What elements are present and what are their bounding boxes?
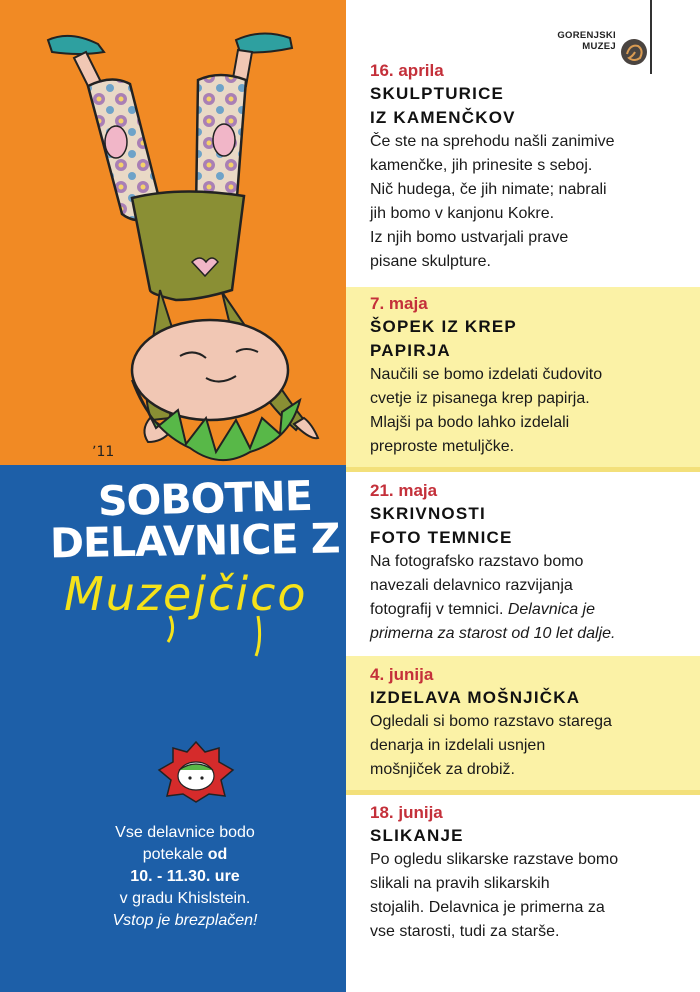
event-title-line: PAPIRJA [370, 341, 451, 360]
event-title-line: ŠOPEK IZ KREP [370, 317, 517, 336]
event-title-line: SKRIVNOSTI [370, 504, 486, 523]
title-line-2: DELAVNICE Z [49, 514, 340, 568]
event-desc-line: preproste metuljčke. [370, 438, 515, 455]
event-desc-line: cvetje iz pisanega krep papirja. [370, 390, 590, 407]
event-date: 16. aprila [370, 61, 444, 80]
section-divider [346, 790, 700, 795]
event-3 [346, 480, 700, 646]
event-desc-line: fotografij v temnici. Delavnica je [370, 601, 595, 618]
event-desc-line: primerna za starost od 10 let dalje. [370, 625, 616, 642]
event-desc-line: Iz njih bomo ustvarjali prave [370, 229, 569, 246]
info-line-4: v gradu Khislstein. [119, 890, 251, 907]
right-panel [346, 0, 700, 992]
event-desc-line: kamenčke, jih prinesite s seboj. [370, 157, 593, 174]
event-desc-line: Po ogledu slikarske razstave bomo [370, 851, 619, 868]
event-title-line: SLIKANJE [370, 826, 464, 845]
event-desc-line: mošnjiček za drobiž. [370, 761, 515, 778]
gorenjski-muzej-logo: GORENJSKI MUZEJ [554, 30, 654, 74]
event-desc-line: Ogledali si bomo razstavo starega [370, 713, 612, 730]
title-line-1: SOBOTNE [97, 471, 313, 526]
event-2 [346, 287, 700, 467]
info-block [50, 822, 320, 932]
upside-down-girl-illustration [0, 0, 346, 470]
muzejcica-signature [60, 560, 350, 660]
event-date: 4. junija [370, 665, 434, 684]
event-desc-line: stojalih. Delavnica je primerna za [370, 899, 605, 916]
event-desc-line: Mlajši pa bodo lahko izdelali [370, 414, 570, 431]
section-divider [346, 467, 700, 472]
info-line-1: Vse delavnice bodo [115, 824, 255, 841]
event-desc-line: Na fotografsko razstavo bomo [370, 553, 584, 570]
event-4 [346, 656, 700, 790]
info-line-3: 10. - 11.30. ure [130, 868, 240, 885]
event-5 [346, 802, 700, 944]
info-line-5: Vstop je brezplačen! [112, 912, 258, 929]
event-desc-line: Če ste na sprehodu našli zanimive [370, 133, 615, 150]
event-title-line: IZDELAVA MOŠNJIČKA [370, 688, 581, 707]
svg-text:ʼ11: ʼ11 [92, 444, 115, 460]
event-date: 21. maja [370, 481, 438, 500]
event-1 [346, 60, 700, 274]
event-date: 7. maja [370, 294, 428, 313]
info-line-2: potekale od [142, 846, 228, 863]
event-desc-line: pisane skulpture. [370, 253, 491, 270]
left-panel [0, 0, 346, 992]
event-desc-line: Naučili se bomo izdelati čudovito [370, 366, 603, 383]
event-title-line: FOTO TEMNICE [370, 528, 513, 547]
event-title-line: SKULPTURICE [370, 84, 505, 103]
event-date: 18. junija [370, 803, 443, 822]
event-desc-line: slikali na pravih slikarskih [370, 875, 550, 892]
event-title-line: IZ KAMENČKOV [370, 108, 516, 127]
event-desc-line: navezali delavnico razvijanja [370, 577, 573, 594]
event-desc-line: denarja in izdelali usnjen [370, 737, 546, 754]
mascot-name-text: Muzejčico [64, 567, 308, 621]
poster-title [40, 471, 340, 568]
event-desc-line: Nič hudega, če jih nimate; nabrali [370, 181, 607, 198]
event-desc-line: jih bomo v kanjonu Kokre. [370, 205, 555, 222]
muzejcica-badge-icon [157, 740, 235, 804]
event-desc-line: vse starosti, tudi za starše. [370, 923, 560, 940]
